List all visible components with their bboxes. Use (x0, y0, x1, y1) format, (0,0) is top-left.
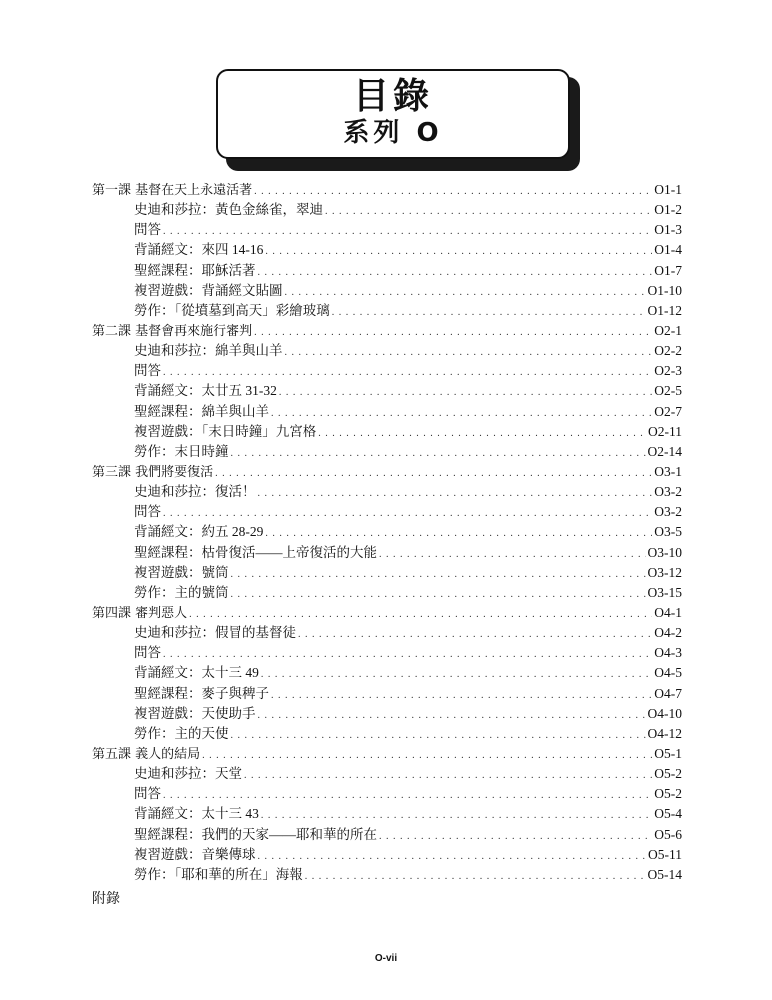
toc-entry-row (92, 502, 682, 522)
toc-lesson-title: 第五課 義人的結局 (92, 746, 201, 762)
toc-page-number: O3-12 (647, 564, 682, 580)
toc-entry-row (92, 663, 682, 683)
toc-entry-row (92, 301, 682, 321)
toc-lesson-title: 第四課 審判惡人 (92, 605, 188, 621)
toc-page-number: O4-2 (654, 625, 682, 641)
toc-entry-row (92, 261, 682, 281)
page-subtitle: 系列 O (343, 118, 443, 148)
toc-leader-dots (261, 806, 652, 826)
toc-page-number: O3-15 (647, 584, 682, 600)
toc-leader-dots (258, 263, 653, 283)
toc-page-number: O1-12 (647, 302, 682, 318)
toc-lesson-row (92, 462, 682, 482)
page-title: 目錄 (352, 76, 433, 117)
toc-leader-dots (215, 464, 652, 484)
title-box-frame (216, 69, 570, 159)
toc-leader-dots (163, 504, 652, 524)
table-of-contents (92, 180, 682, 885)
toc-entry-row (92, 361, 682, 381)
toc-page-number: O5-11 (648, 846, 682, 862)
toc-entry-row (92, 583, 682, 603)
toc-entry-row (92, 281, 682, 301)
toc-lesson-row (92, 180, 682, 200)
toc-page-number: O2-14 (647, 443, 682, 459)
toc-entry-row (92, 522, 682, 542)
toc-entry-label: 背誦經文：太廿五 31-32 (134, 383, 277, 399)
toc-entry-label: 聖經課程：麥子與稗子 (134, 685, 269, 701)
toc-leader-dots (258, 484, 653, 504)
toc-entry-row (92, 381, 682, 401)
toc-page-number: O4-7 (654, 685, 682, 701)
toc-leader-dots (202, 746, 652, 766)
toc-leader-dots (231, 565, 646, 585)
toc-entry-label: 背誦經文：來四 14-16 (134, 242, 264, 258)
toc-page-number: O4-12 (647, 725, 682, 741)
toc-entry-label: 勞作：主的號筒 (134, 584, 229, 600)
toc-leader-dots (189, 605, 652, 625)
toc-leader-dots (163, 363, 652, 383)
toc-entry-row (92, 240, 682, 260)
toc-entry-label: 複習遊戲：背誦經文貼圖 (134, 282, 283, 298)
toc-page-number: O4-1 (654, 604, 682, 620)
toc-page-number: O1-7 (654, 262, 682, 278)
toc-entry-label: 勞作：「耶和華的所在」海報 (134, 866, 303, 882)
toc-page-number: O3-10 (647, 544, 682, 560)
appendix-heading: 附錄 (92, 891, 120, 907)
toc-entry-row (92, 845, 682, 865)
toc-page-number: O5-4 (654, 806, 682, 822)
toc-leader-dots (163, 786, 652, 806)
toc-entry-row (92, 724, 682, 744)
toc-leader-dots (265, 242, 652, 262)
toc-entry-label: 背誦經文：約五 28-29 (134, 524, 264, 540)
toc-entry-label: 勞作：「從墳墓到高天」彩繪玻璃 (134, 302, 330, 318)
toc-leader-dots (163, 645, 652, 665)
toc-entry-label: 複習遊戲：號筒 (134, 564, 229, 580)
toc-lesson-row (92, 603, 682, 623)
toc-page-number: O4-10 (647, 705, 682, 721)
toc-entry-row (92, 341, 682, 361)
toc-entry-row (92, 543, 682, 563)
toc-entry-row (92, 684, 682, 704)
toc-lesson-row (92, 744, 682, 764)
toc-entry-label: 問答 (134, 504, 161, 520)
toc-page-number: O2-1 (654, 322, 682, 338)
toc-entry-row (92, 623, 682, 643)
toc-entry-row (92, 220, 682, 240)
toc-leader-dots (298, 625, 652, 645)
toc-leader-dots (163, 222, 652, 242)
toc-entry-row (92, 200, 682, 220)
toc-page-number: O3-1 (654, 463, 682, 479)
toc-page-number: O5-14 (647, 866, 682, 882)
toc-entry-label: 問答 (134, 222, 161, 238)
toc-entry-label: 背誦經文：太十三 49 (134, 665, 259, 681)
toc-leader-dots (285, 283, 646, 303)
toc-leader-dots (254, 323, 652, 343)
toc-page-number: O2-5 (654, 383, 682, 399)
toc-leader-dots (285, 343, 653, 363)
toc-entry-label: 問答 (134, 645, 161, 661)
toc-leader-dots (265, 524, 652, 544)
toc-lesson-title: 第二課 基督會再來施行審判 (92, 323, 253, 339)
toc-page-number: O1-10 (647, 282, 682, 298)
toc-page-number: O3-2 (654, 504, 682, 520)
toc-page-number: O1-2 (654, 202, 682, 218)
toc-leader-dots (244, 766, 652, 786)
toc-leader-dots (258, 847, 647, 867)
toc-entry-row (92, 825, 682, 845)
toc-entry-row (92, 563, 682, 583)
toc-page-number: O1-1 (654, 182, 682, 197)
toc-entry-label: 問答 (134, 363, 161, 379)
toc-entry-label: 史迪和莎拉：綿羊與山羊 (134, 343, 283, 359)
toc-page-number: O3-5 (654, 524, 682, 540)
toc-leader-dots (254, 182, 652, 202)
toc-leader-dots (332, 303, 646, 323)
toc-entry-label: 史迪和莎拉：天堂 (134, 766, 242, 782)
toc-leader-dots (271, 686, 652, 706)
toc-entry-label: 史迪和莎拉：假冒的基督徒 (134, 625, 296, 641)
toc-entry-label: 背誦經文：太十三 43 (134, 806, 259, 822)
toc-leader-dots (231, 726, 646, 746)
toc-entry-row (92, 764, 682, 784)
toc-leader-dots (279, 383, 652, 403)
toc-leader-dots (379, 827, 652, 847)
toc-page-number: O5-2 (654, 786, 682, 802)
toc-entry-label: 複習遊戲：天使助手 (134, 705, 256, 721)
toc-entry-row (92, 643, 682, 663)
toc-leader-dots (231, 585, 646, 605)
toc-leader-dots (305, 867, 646, 887)
toc-leader-dots (318, 424, 646, 444)
toc-page-number: O2-3 (654, 363, 682, 379)
toc-entry-row (92, 784, 682, 804)
toc-entry-label: 複習遊戲：「末日時鐘」九宮格 (134, 423, 317, 439)
toc-leader-dots (231, 444, 646, 464)
toc-entry-label: 史迪和莎拉：黃色金絲雀，翠迪 (134, 202, 323, 218)
toc-entry-label: 聖經課程：耶穌活著 (134, 262, 256, 278)
toc-entry-label: 聖經課程：綿羊與山羊 (134, 403, 269, 419)
toc-page-number: O2-7 (654, 403, 682, 419)
toc-page-number: O5-6 (654, 826, 682, 842)
toc-entry-label: 聖經課程：我們的天家——耶和華的所在 (134, 826, 377, 842)
toc-page-number: O2-2 (654, 343, 682, 359)
toc-page-number: O1-4 (654, 242, 682, 258)
page-number: O-vii (374, 953, 398, 964)
toc-leader-dots (271, 404, 652, 424)
toc-leader-dots (261, 665, 652, 685)
toc-entry-row (92, 865, 682, 885)
toc-leader-dots (379, 545, 646, 565)
toc-lesson-row (92, 321, 682, 341)
toc-entry-label: 勞作：末日時鐘 (134, 443, 229, 459)
toc-page-number: O2-11 (648, 423, 682, 439)
toc-entry-label: 複習遊戲：音樂傳球 (134, 846, 256, 862)
toc-leader-dots (325, 202, 652, 222)
toc-page-number: O4-3 (654, 645, 682, 661)
toc-entry-label: 聖經課程：枯骨復活——上帝復活的大能 (134, 544, 377, 560)
toc-entry-row (92, 442, 682, 462)
toc-entry-row (92, 482, 682, 502)
toc-page-number: O5-1 (654, 745, 682, 761)
toc-entry-row (92, 402, 682, 422)
toc-entry-label: 勞作：主的天使 (134, 725, 229, 741)
toc-page-number: O5-2 (654, 766, 682, 782)
toc-leader-dots (258, 706, 646, 726)
toc-entry-label: 史迪和莎拉：復活！ (134, 484, 256, 500)
toc-entry-row (92, 422, 682, 442)
toc-page-number: O4-5 (654, 665, 682, 681)
title-box (216, 69, 570, 157)
toc-lesson-title: 第一課 基督在天上永遠活著 (92, 183, 253, 198)
toc-lesson-title: 第三課 我們將要復活 (92, 464, 214, 480)
toc-page-number: O1-3 (654, 222, 682, 238)
toc-entry-row (92, 704, 682, 724)
toc-entry-label: 問答 (134, 786, 161, 802)
toc-page-number: O3-2 (654, 484, 682, 500)
toc-entry-row (92, 804, 682, 824)
